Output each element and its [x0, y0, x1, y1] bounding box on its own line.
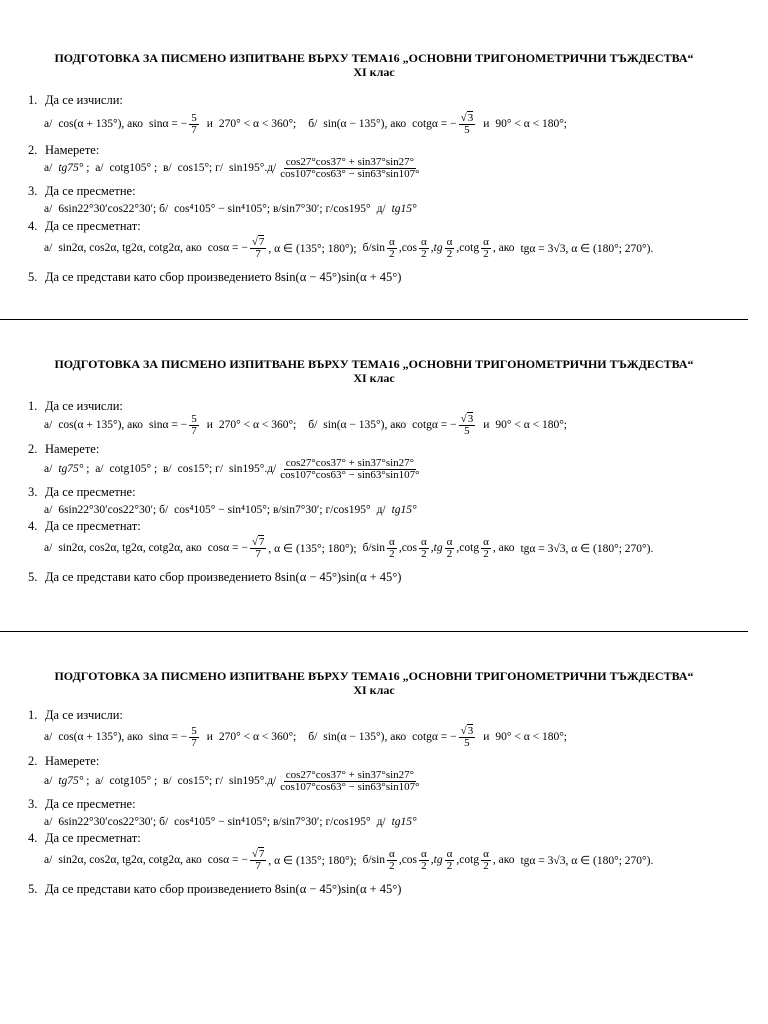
- worksheet-subtitle: XI клас: [353, 65, 395, 79]
- question-2: 2. Намерете:: [28, 143, 100, 157]
- question-4: 4. Да се пресметнат:: [28, 831, 141, 845]
- worksheet-2: [0, 306, 768, 606]
- question-3-math: а/ 6sin22°30′cos22°30′ ; б/ cos⁴105° − sin⁴105° ; в/ sin7°30′ ; г/ cos195° д/ tg15°: [44, 816, 417, 828]
- question-1-math: а/ cos(α + 135°) , ако sinα = − $\frac{5}{7}$ и 270° < α < 360°; б/ sin(α − 135°) , ако cotgα = − $\frac{√3}{5}$ и 90° < α < 180°;: [44, 111, 567, 136]
- question-4-math: а/ sin2α, cos2α, tg2α, cotg2α , ако cosα = − $\frac{√7}{7}$ , α ∈ (135°; 180°); б/ sin $\frac{\alpha}{2}$ , cos $\frac{\alpha}{2}$ , tg $\frac{\alpha}{2}$ , cotg $\frac{\alpha}{2}$ , ако tgα = 3√3, α ∈ (180°; 270°).: [44, 535, 654, 560]
- question-1: 1. Да се изчисли:: [28, 399, 123, 413]
- question-2: 2. Намерете:: [28, 442, 100, 456]
- question-1-math: а/ cos(α + 135°) , ако sinα = − $\frac{5}{7}$ и 270° < α < 360°; б/ sin(α − 135°) , ако cotgα = − $\frac{√3}{5}$ и 90° < α < 180°;: [44, 412, 567, 437]
- question-3: 3. Да се пресметне:: [28, 184, 136, 198]
- worksheet-title: ПОДГОТОВКА ЗА ПИСМЕНО ИЗПИТВАНЕ ВЪРХУ ТЕМА16 „ОСНОВНИ ТРИГОНОМЕТРИЧНИ ТЪЖДЕСТВА“: [54, 669, 694, 683]
- question-5: 5. Да се представи като сбор произведението 8sin(α − 45°)sin(α + 45°): [28, 570, 402, 584]
- question-1-math: а/ cos(α + 135°) , ако sinα = − $\frac{5}{7}$ и 270° < α < 360°; б/ sin(α − 135°) , ако cotgα = − $\frac{√3}{5}$ и 90° < α < 180°;: [44, 724, 567, 749]
- question-1: 1. Да се изчисли:: [28, 708, 123, 722]
- worksheet-3: [0, 618, 768, 918]
- question-2: 2. Намерете:: [28, 754, 100, 768]
- question-2-math: а/ tg75° ; а/ cotg105° ; в/ cos15° ; г/ sin195°. д/ $\frac{\cos 27^\circ\cos 37^\circ + \sin 37^\circ\sin 27^\circ}{\cos 107^\circ\cos 63^\circ - \sin 63^\circ\sin 107^\circ}$: [44, 768, 420, 793]
- question-3: 3. Да се пресметне:: [28, 485, 136, 499]
- question-3-math: а/ 6sin22°30′cos22°30′ ; б/ cos⁴105° − sin⁴105° ; в/ sin7°30′ ; г/ cos195° д/ tg15°: [44, 203, 417, 215]
- question-4-math: а/ sin2α, cos2α, tg2α, cotg2α , ако cosα = − $\frac{√7}{7}$ , α ∈ (135°; 180°); б/ sin $\frac{\alpha}{2}$ , cos $\frac{\alpha}{2}$ , tg $\frac{\alpha}{2}$ , cotg $\frac{\alpha}{2}$ , ако tgα = 3√3, α ∈ (180°; 270°).: [44, 235, 654, 260]
- worksheet-subtitle: XI клас: [353, 683, 395, 697]
- question-5: 5. Да се представи като сбор произведението 8sin(α − 45°)sin(α + 45°): [28, 882, 402, 896]
- question-3-math: а/ 6sin22°30′cos22°30′ ; б/ cos⁴105° − sin⁴105° ; в/ sin7°30′ ; г/ cos195° д/ tg15°: [44, 504, 417, 516]
- question-1: 1. Да се изчисли:: [28, 93, 123, 107]
- question-3: 3. Да се пресметне:: [28, 797, 136, 811]
- question-2-math: а/ tg75° ; а/ cotg105° ; в/ cos15° ; г/ sin195°. д/ $\frac{\cos 27^\circ\cos 37^\circ + \sin 37^\circ\sin 27^\circ}{\cos 107^\circ\cos 63^\circ - \sin 63^\circ\sin 107^\circ}$: [44, 155, 420, 180]
- question-4: 4. Да се пресметнат:: [28, 219, 141, 233]
- question-5: 5. Да се представи като сбор произведението 8sin(α − 45°)sin(α + 45°): [28, 270, 402, 284]
- question-4: 4. Да се пресметнат:: [28, 519, 141, 533]
- worksheet-1: [0, 0, 768, 300]
- question-2-math: а/ tg75° ; а/ cotg105° ; в/ cos15° ; г/ sin195°. д/ $\frac{\cos 27^\circ\cos 37^\circ + \sin 37^\circ\sin 27^\circ}{\cos 107^\circ\cos 63^\circ - \sin 63^\circ\sin 107^\circ}$: [44, 456, 420, 481]
- question-4-math: а/ sin2α, cos2α, tg2α, cotg2α , ако cosα = − $\frac{√7}{7}$ , α ∈ (135°; 180°); б/ sin $\frac{\alpha}{2}$ , cos $\frac{\alpha}{2}$ , tg $\frac{\alpha}{2}$ , cotg $\frac{\alpha}{2}$ , ако tgα = 3√3, α ∈ (180°; 270°).: [44, 847, 654, 872]
- worksheet-title: ПОДГОТОВКА ЗА ПИСМЕНО ИЗПИТВАНЕ ВЪРХУ ТЕМА16 „ОСНОВНИ ТРИГОНОМЕТРИЧНИ ТЪЖДЕСТВА“: [54, 357, 694, 371]
- worksheet-title: ПОДГОТОВКА ЗА ПИСМЕНО ИЗПИТВАНЕ ВЪРХУ ТЕМА16 „ОСНОВНИ ТРИГОНОМЕТРИЧНИ ТЪЖДЕСТВА“: [54, 51, 694, 65]
- worksheet-subtitle: XI клас: [353, 371, 395, 385]
